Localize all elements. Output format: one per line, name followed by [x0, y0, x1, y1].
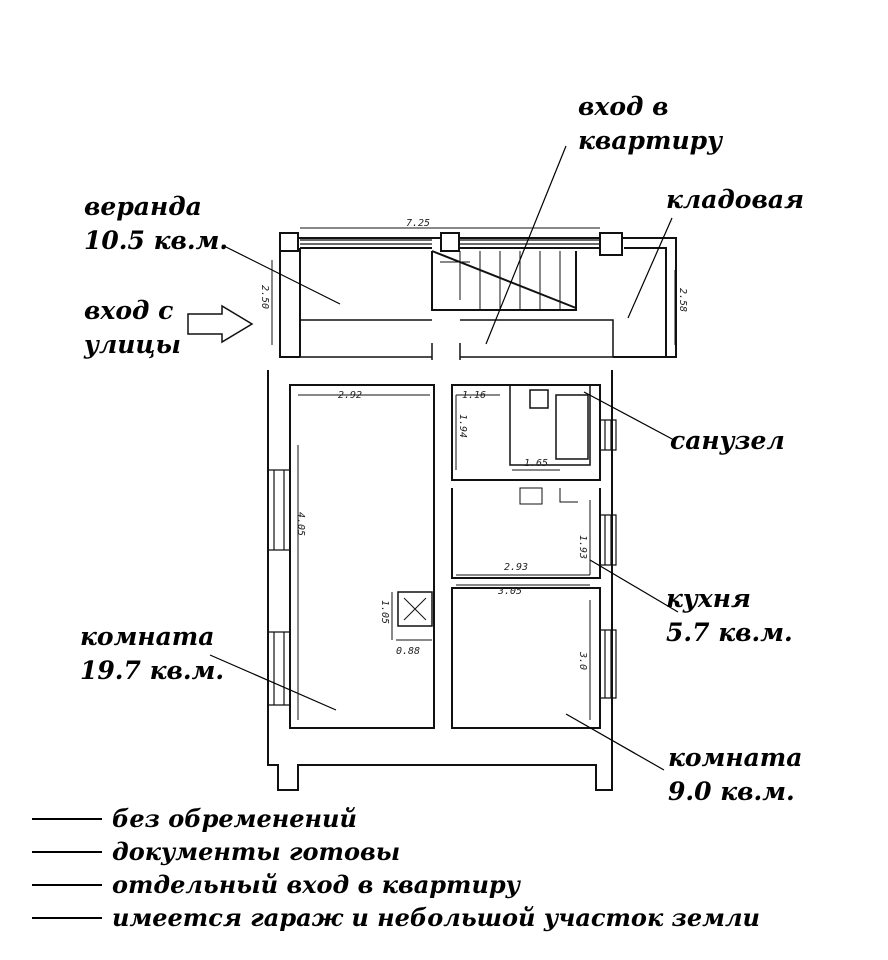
label-bathroom: санузел — [670, 426, 785, 455]
dim-pantry-depth: 2.58 — [677, 288, 688, 313]
note-item — [32, 901, 760, 934]
bathtub — [556, 395, 588, 459]
dim-kitchen-width: 2.93 — [504, 562, 529, 573]
window-right-bath — [600, 420, 616, 450]
dash-icon — [32, 818, 102, 820]
dim-stove-width: 0.88 — [396, 646, 421, 657]
dim-room-big-width: 2.92 — [338, 390, 363, 401]
label-veranda: веранда 10.5 кв.м. — [84, 192, 229, 255]
label-kitchen: кухня 5.7 кв.м. — [666, 584, 793, 647]
column-mid — [441, 233, 459, 251]
window-left-lower — [268, 632, 290, 705]
label-room-small: комната 9.0 кв.м. — [668, 743, 803, 806]
dim-room-small-length: 3.0 — [577, 652, 588, 671]
house-inner-outline — [290, 385, 434, 728]
column-left — [280, 233, 298, 251]
dim-corridor-length: 1.94 — [457, 414, 468, 439]
toilet — [530, 390, 548, 408]
stairs — [432, 251, 576, 310]
note-text: без обременений — [112, 804, 357, 833]
label-pantry: кладовая — [666, 185, 804, 214]
window-left — [268, 470, 290, 550]
dim-bath-width: 1.65 — [524, 458, 549, 469]
entrance-arrow — [188, 306, 252, 342]
note-text: документы готовы — [112, 837, 401, 866]
veranda-inner-wall — [300, 248, 666, 357]
label-room-big: комната 19.7 кв.м. — [80, 622, 225, 685]
notes-list — [32, 802, 760, 934]
dim-stove-depth: 1.05 — [379, 600, 390, 625]
label-street-entrance: вход с улицы — [84, 296, 181, 359]
sink — [520, 488, 542, 504]
note-text: отдельный вход в квартиру — [112, 870, 521, 899]
note-item — [32, 868, 760, 901]
dim-corridor-width: 1.16 — [462, 390, 487, 401]
dash-icon — [32, 851, 102, 853]
note-item — [32, 835, 760, 868]
window-right-kitchen — [600, 515, 616, 565]
label-entrance-apartment: вход в квартиру — [578, 92, 723, 155]
column-right — [600, 233, 622, 255]
window-right-room — [600, 630, 616, 698]
dim-room-big-length: 4.05 — [295, 512, 306, 537]
dim-room-small-width: 3.05 — [498, 586, 523, 597]
dim-kitchen-depth: 1.93 — [577, 535, 588, 560]
dash-icon — [32, 917, 102, 919]
veranda-bottom-wall — [300, 320, 613, 360]
dim-veranda-depth: 2.50 — [259, 285, 270, 310]
dim-top-width: 7.25 — [406, 218, 431, 229]
bathroom-wall — [510, 385, 590, 465]
note-item — [32, 802, 760, 835]
note-text: имеется гараж и небольшой участок земли — [112, 903, 760, 932]
dash-icon — [32, 884, 102, 886]
